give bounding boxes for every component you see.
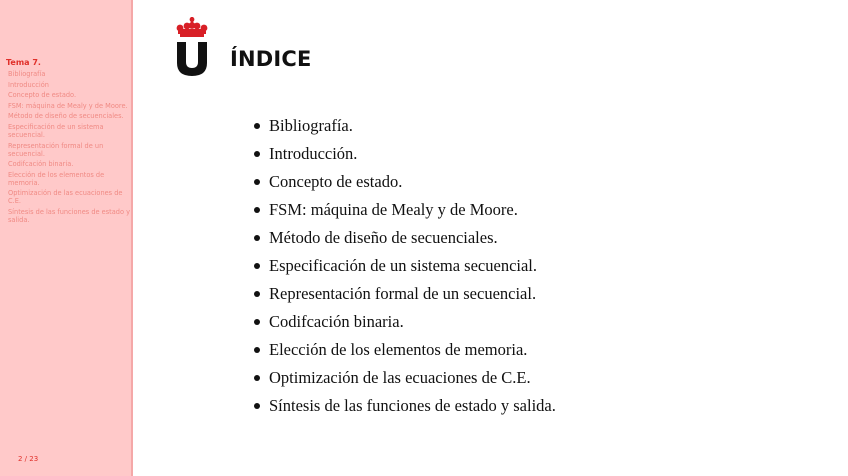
bullet-icon bbox=[254, 263, 260, 269]
sidebar-item-metodo-diseno[interactable]: Método de diseño de secuenciales. bbox=[8, 112, 124, 121]
bullet-icon bbox=[254, 179, 260, 185]
list-item bbox=[252, 364, 556, 392]
list-item-text: Especificación de un sistema secuencial. bbox=[269, 256, 538, 275]
sidebar-section-title[interactable]: Tema 7. bbox=[6, 58, 41, 67]
sidebar bbox=[0, 0, 133, 476]
list-item-text: Método de diseño de secuenciales. bbox=[269, 228, 498, 247]
sidebar-item-sintesis[interactable]: Síntesis de las funciones de estado y salida. bbox=[8, 207, 130, 224]
list-item-text: FSM: máquina de Mealy y de Moore. bbox=[269, 200, 518, 219]
sidebar-item-especificacion[interactable]: Especificación de un sistema secuencial. bbox=[8, 122, 104, 139]
bullet-icon bbox=[254, 403, 260, 409]
sidebar-item-bibliografia[interactable]: Bibliografía bbox=[8, 70, 46, 78]
bullet-icon bbox=[254, 235, 260, 241]
list-item-text: Codifcación binaria. bbox=[269, 312, 404, 331]
sidebar-nav bbox=[8, 70, 130, 227]
bullet-icon bbox=[254, 123, 260, 129]
university-logo-icon bbox=[174, 16, 210, 76]
sidebar-item-introduccion[interactable]: Introducción bbox=[8, 80, 49, 89]
bullet-icon bbox=[254, 319, 260, 325]
list-item-text: Elección de los elementos de memoria. bbox=[269, 340, 528, 359]
bullet-icon bbox=[254, 347, 260, 353]
bullet-icon bbox=[254, 375, 260, 381]
list-item-text: Introducción. bbox=[269, 144, 358, 163]
list-item bbox=[252, 336, 556, 364]
sidebar-item-concepto-estado[interactable]: Concepto de estado. bbox=[8, 91, 77, 100]
bullet-icon bbox=[254, 207, 260, 213]
list-item bbox=[252, 392, 556, 420]
list-item bbox=[252, 168, 556, 196]
list-item-text: Síntesis de las funciones de estado y salida. bbox=[269, 396, 556, 415]
list-item-text: Concepto de estado. bbox=[269, 172, 403, 191]
list-item-text: Representación formal de un secuencial. bbox=[269, 284, 537, 303]
list-item-text: Bibliografía. bbox=[269, 116, 353, 135]
page-number: 2 / 23 bbox=[18, 455, 39, 463]
list-item bbox=[252, 140, 556, 168]
list-item bbox=[252, 252, 556, 280]
sidebar-item-codificacion[interactable]: Codifcación binaria. bbox=[8, 160, 74, 169]
sidebar-item-representacion[interactable]: Representación formal de un secuencial. bbox=[8, 141, 104, 158]
index-list bbox=[252, 112, 556, 420]
slide-title: ÍNDICE bbox=[230, 47, 312, 71]
list-item bbox=[252, 224, 556, 252]
sidebar-item-eleccion-memoria[interactable]: Elección de los elementos de memoria. bbox=[8, 170, 105, 187]
bullet-icon bbox=[254, 291, 260, 297]
list-item bbox=[252, 280, 556, 308]
list-item bbox=[252, 308, 556, 336]
sidebar-item-optimizacion[interactable]: Optimización de las ecuaciones de C.E. bbox=[8, 189, 123, 206]
bullet-icon bbox=[254, 151, 260, 157]
list-item-text: Optimización de las ecuaciones de C.E. bbox=[269, 368, 531, 387]
sidebar-item-fsm[interactable]: FSM: máquina de Mealy y de Moore. bbox=[8, 101, 128, 110]
list-item bbox=[252, 196, 556, 224]
list-item bbox=[252, 112, 556, 140]
